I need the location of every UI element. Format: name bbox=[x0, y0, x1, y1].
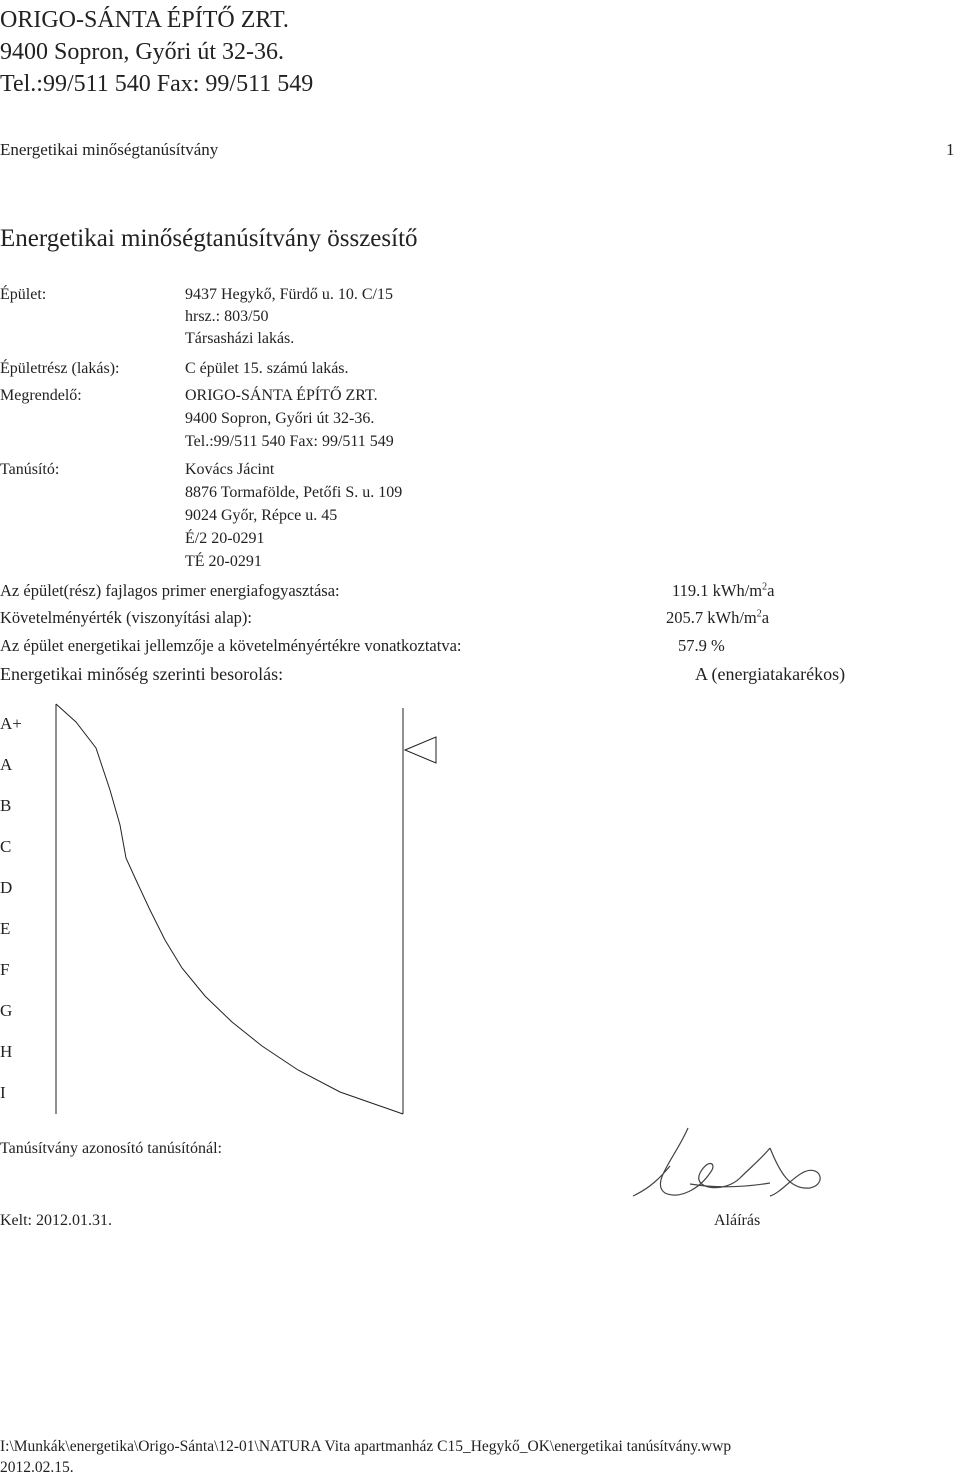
signature-graphic bbox=[630, 1118, 830, 1208]
scale-class-g: G bbox=[0, 1001, 13, 1020]
ratio-label: Az épület energetikai jellemzője a követelményértékre vonatkoztatva: bbox=[0, 636, 462, 655]
ratio-value: 57.9 % bbox=[678, 636, 725, 655]
scale-class-f: F bbox=[0, 960, 10, 979]
client-line-2: 9400 Sopron, Győri út 32-36. bbox=[185, 410, 375, 427]
scale-class-i: I bbox=[0, 1083, 6, 1102]
building-line-2: hrsz.: 803/50 bbox=[185, 308, 269, 325]
company-name: ORIGO-SÁNTA ÉPÍTŐ ZRT. bbox=[0, 7, 289, 33]
certifier-line-1: Kovács Jácint bbox=[185, 461, 275, 478]
scale-curve bbox=[56, 704, 403, 1114]
primary-energy-value: 119.1 kWh/$m^2a$ bbox=[672, 581, 775, 600]
company-address: 9400 Sopron, Győri út 32-36. bbox=[0, 39, 284, 65]
scale-class-c: C bbox=[0, 837, 12, 856]
scale-class-b: B bbox=[0, 796, 12, 815]
main-title: Energetikai minőségtanúsítvány összesítő bbox=[0, 225, 418, 252]
scale-class-a: A bbox=[0, 755, 13, 774]
certifier-line-4: É/2 20-0291 bbox=[185, 530, 265, 547]
scale-graphic bbox=[0, 700, 460, 1120]
building-label: Épület: bbox=[0, 286, 47, 303]
classification-label: Energetikai minőség szerinti besorolás: bbox=[0, 664, 284, 684]
scale-class-d: D bbox=[0, 878, 13, 897]
energy-class-scale bbox=[0, 700, 460, 1120]
file-path: I:\Munkák\energetika\Origo-Sánta\12-01\NATURA Vita apartmanház C15_Hegykő_OK\energetikai tanúsítvány.wwp bbox=[0, 1438, 732, 1455]
issue-date: Kelt: 2012.01.31. bbox=[0, 1212, 112, 1229]
certifier-label: Tanúsító: bbox=[0, 461, 60, 478]
certifier-line-3: 9024 Győr, Répce u. 45 bbox=[185, 507, 338, 524]
building-part-line-1: C épület 15. számú lakás. bbox=[185, 360, 349, 377]
print-date: 2012.02.15. bbox=[0, 1459, 74, 1476]
building-part-label: Épületrész (lakás): bbox=[0, 360, 120, 377]
client-line-3: Tel.:99/511 540 Fax: 99/511 549 bbox=[185, 433, 394, 450]
requirement-value: 205.7 kWh/$m^2a$ bbox=[666, 608, 770, 627]
certificate-id-label: Tanúsítvány azonosító tanúsítónál: bbox=[0, 1140, 222, 1157]
document-subtitle: Energetikai minőségtanúsítvány bbox=[0, 140, 219, 159]
signature-label: Aláírás bbox=[714, 1212, 761, 1229]
building-line-3: Társasházi lakás. bbox=[185, 330, 295, 347]
scale-class-h: H bbox=[0, 1042, 13, 1061]
scale-class-e: E bbox=[0, 919, 11, 938]
client-line-1: ORIGO-SÁNTA ÉPÍTŐ ZRT. bbox=[185, 387, 378, 404]
page-number: 1 bbox=[946, 140, 955, 159]
scale-class-a-plus: A+ bbox=[0, 714, 22, 733]
classification-value: A (energiatakarékos) bbox=[695, 664, 846, 684]
building-line-1: 9437 Hegykő, Fürdő u. 10. C/15 bbox=[185, 286, 393, 303]
requirement-label: Követelményérték (viszonyítási alap): bbox=[0, 608, 252, 627]
class-indicator-marker bbox=[405, 737, 436, 763]
primary-energy-label: Az épület(rész) fajlagos primer energiafogyasztása: bbox=[0, 581, 340, 600]
company-phone: Tel.:99/511 540 Fax: 99/511 549 bbox=[0, 71, 314, 97]
certifier-line-5: TÉ 20-0291 bbox=[185, 553, 262, 570]
certifier-line-2: 8876 Tormafölde, Petőfi S. u. 109 bbox=[185, 484, 403, 501]
client-label: Megrendelő: bbox=[0, 387, 82, 404]
